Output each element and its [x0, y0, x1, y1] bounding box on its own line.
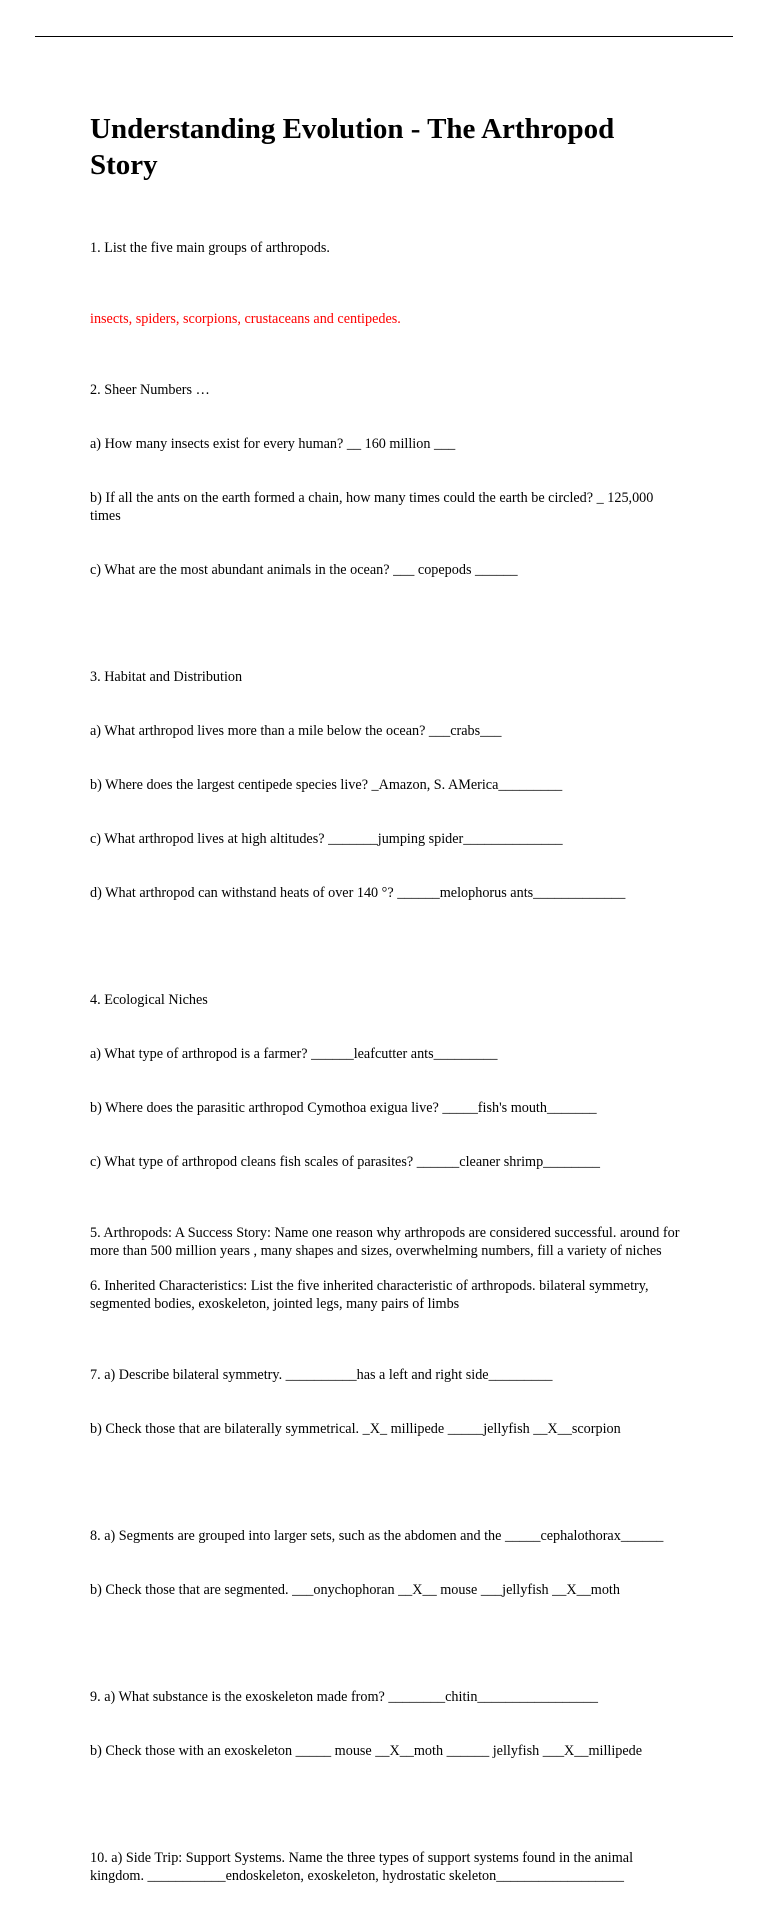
question-7 — [90, 1330, 680, 1474]
question-4b: b) Where does the parasitic arthropod Cymothoa exigua live? _____fish's mouth_______ — [90, 1100, 597, 1116]
header-rule — [35, 36, 733, 37]
page-title: Understanding Evolution - The Arthropod Story — [90, 113, 615, 181]
question-1 — [90, 203, 680, 293]
question-2 — [90, 345, 680, 615]
question-2a: a) How many insects exist for every human? __ 160 million ___ — [90, 436, 456, 452]
question-3b: b) Where does the largest centipede species live? _Amazon, S. AMerica_________ — [90, 777, 563, 793]
worksheet — [90, 111, 683, 1921]
question-3a: a) What arthropod lives more than a mile below the ocean? ___crabs___ — [90, 723, 502, 739]
question-3c: c) What arthropod lives at high altitudes? _______jumping spider______________ — [90, 831, 563, 847]
question-3d: d) What arthropod can withstand heats of over 140 °? ______melophorus ants_____________ — [90, 885, 626, 901]
question-1-prompt: 1. List the five main groups of arthropods. — [90, 240, 330, 256]
question-9 — [90, 1652, 680, 1796]
question-7a: 7. a) Describe bilateral symmetry. __________has a left and right side_________ — [90, 1367, 553, 1383]
question-4c: c) What type of arthropod cleans fish scales of parasites? ______cleaner shrimp________ — [90, 1154, 600, 1170]
question-2b: b) If all the ants on the earth formed a chain, how many times could the earth be circled? _ 125,000 times — [90, 490, 657, 524]
question-8b: b) Check those that are segmented. ___onychophoran __X__ mouse ___jellyfish __X__moth — [90, 1582, 620, 1598]
question-2c: c) What are the most abundant animals in the ocean? ___ copepods ______ — [90, 562, 518, 578]
question-8a: 8. a) Segments are grouped into larger sets, such as the abdomen and the _____cephalothorax______ — [90, 1528, 664, 1544]
question-4a: a) What type of arthropod is a farmer? ______leafcutter ants_________ — [90, 1046, 498, 1062]
question-1-answer: insects, spiders, scorpions, crustaceans and centipedes. — [90, 311, 401, 327]
question-10 — [90, 1813, 680, 1921]
question-7b: b) Check those that are bilaterally symmetrical. _X_ millipede _____jellyfish __X__scorpion — [90, 1421, 621, 1437]
question-4 — [90, 955, 680, 1207]
question-10a: 10. a) Side Trip: Support Systems. Name the three types of support systems found in the animal kingdom. ___________endoskeleton, exoskeleton, hydrostatic skeleton__________________ — [90, 1850, 637, 1884]
question-3-heading: 3. Habitat and Distribution — [90, 669, 243, 685]
question-4-heading: 4. Ecological Niches — [90, 992, 208, 1008]
question-6: 6. Inherited Characteristics: List the five inherited characteristic of arthropods. bilateral symmetry, segmented bodies, exoskeleton, jointed legs, many pairs of limbs — [90, 1278, 653, 1312]
question-9b: b) Check those with an exoskeleton _____ mouse __X__moth ______ jellyfish ___X__millipede — [90, 1743, 643, 1759]
question-5: 5. Arthropods: A Success Story: Name one reason why arthropods are considered successful. around for more than 500 million years , many shapes and sizes, overwhelming numbers, fill a variety of niches — [90, 1225, 683, 1259]
question-2-heading: 2. Sheer Numbers … — [90, 382, 210, 398]
question-3 — [90, 632, 680, 938]
question-8 — [90, 1491, 680, 1635]
question-9a: 9. a) What substance is the exoskeleton made from? ________chitin_________________ — [90, 1689, 599, 1705]
